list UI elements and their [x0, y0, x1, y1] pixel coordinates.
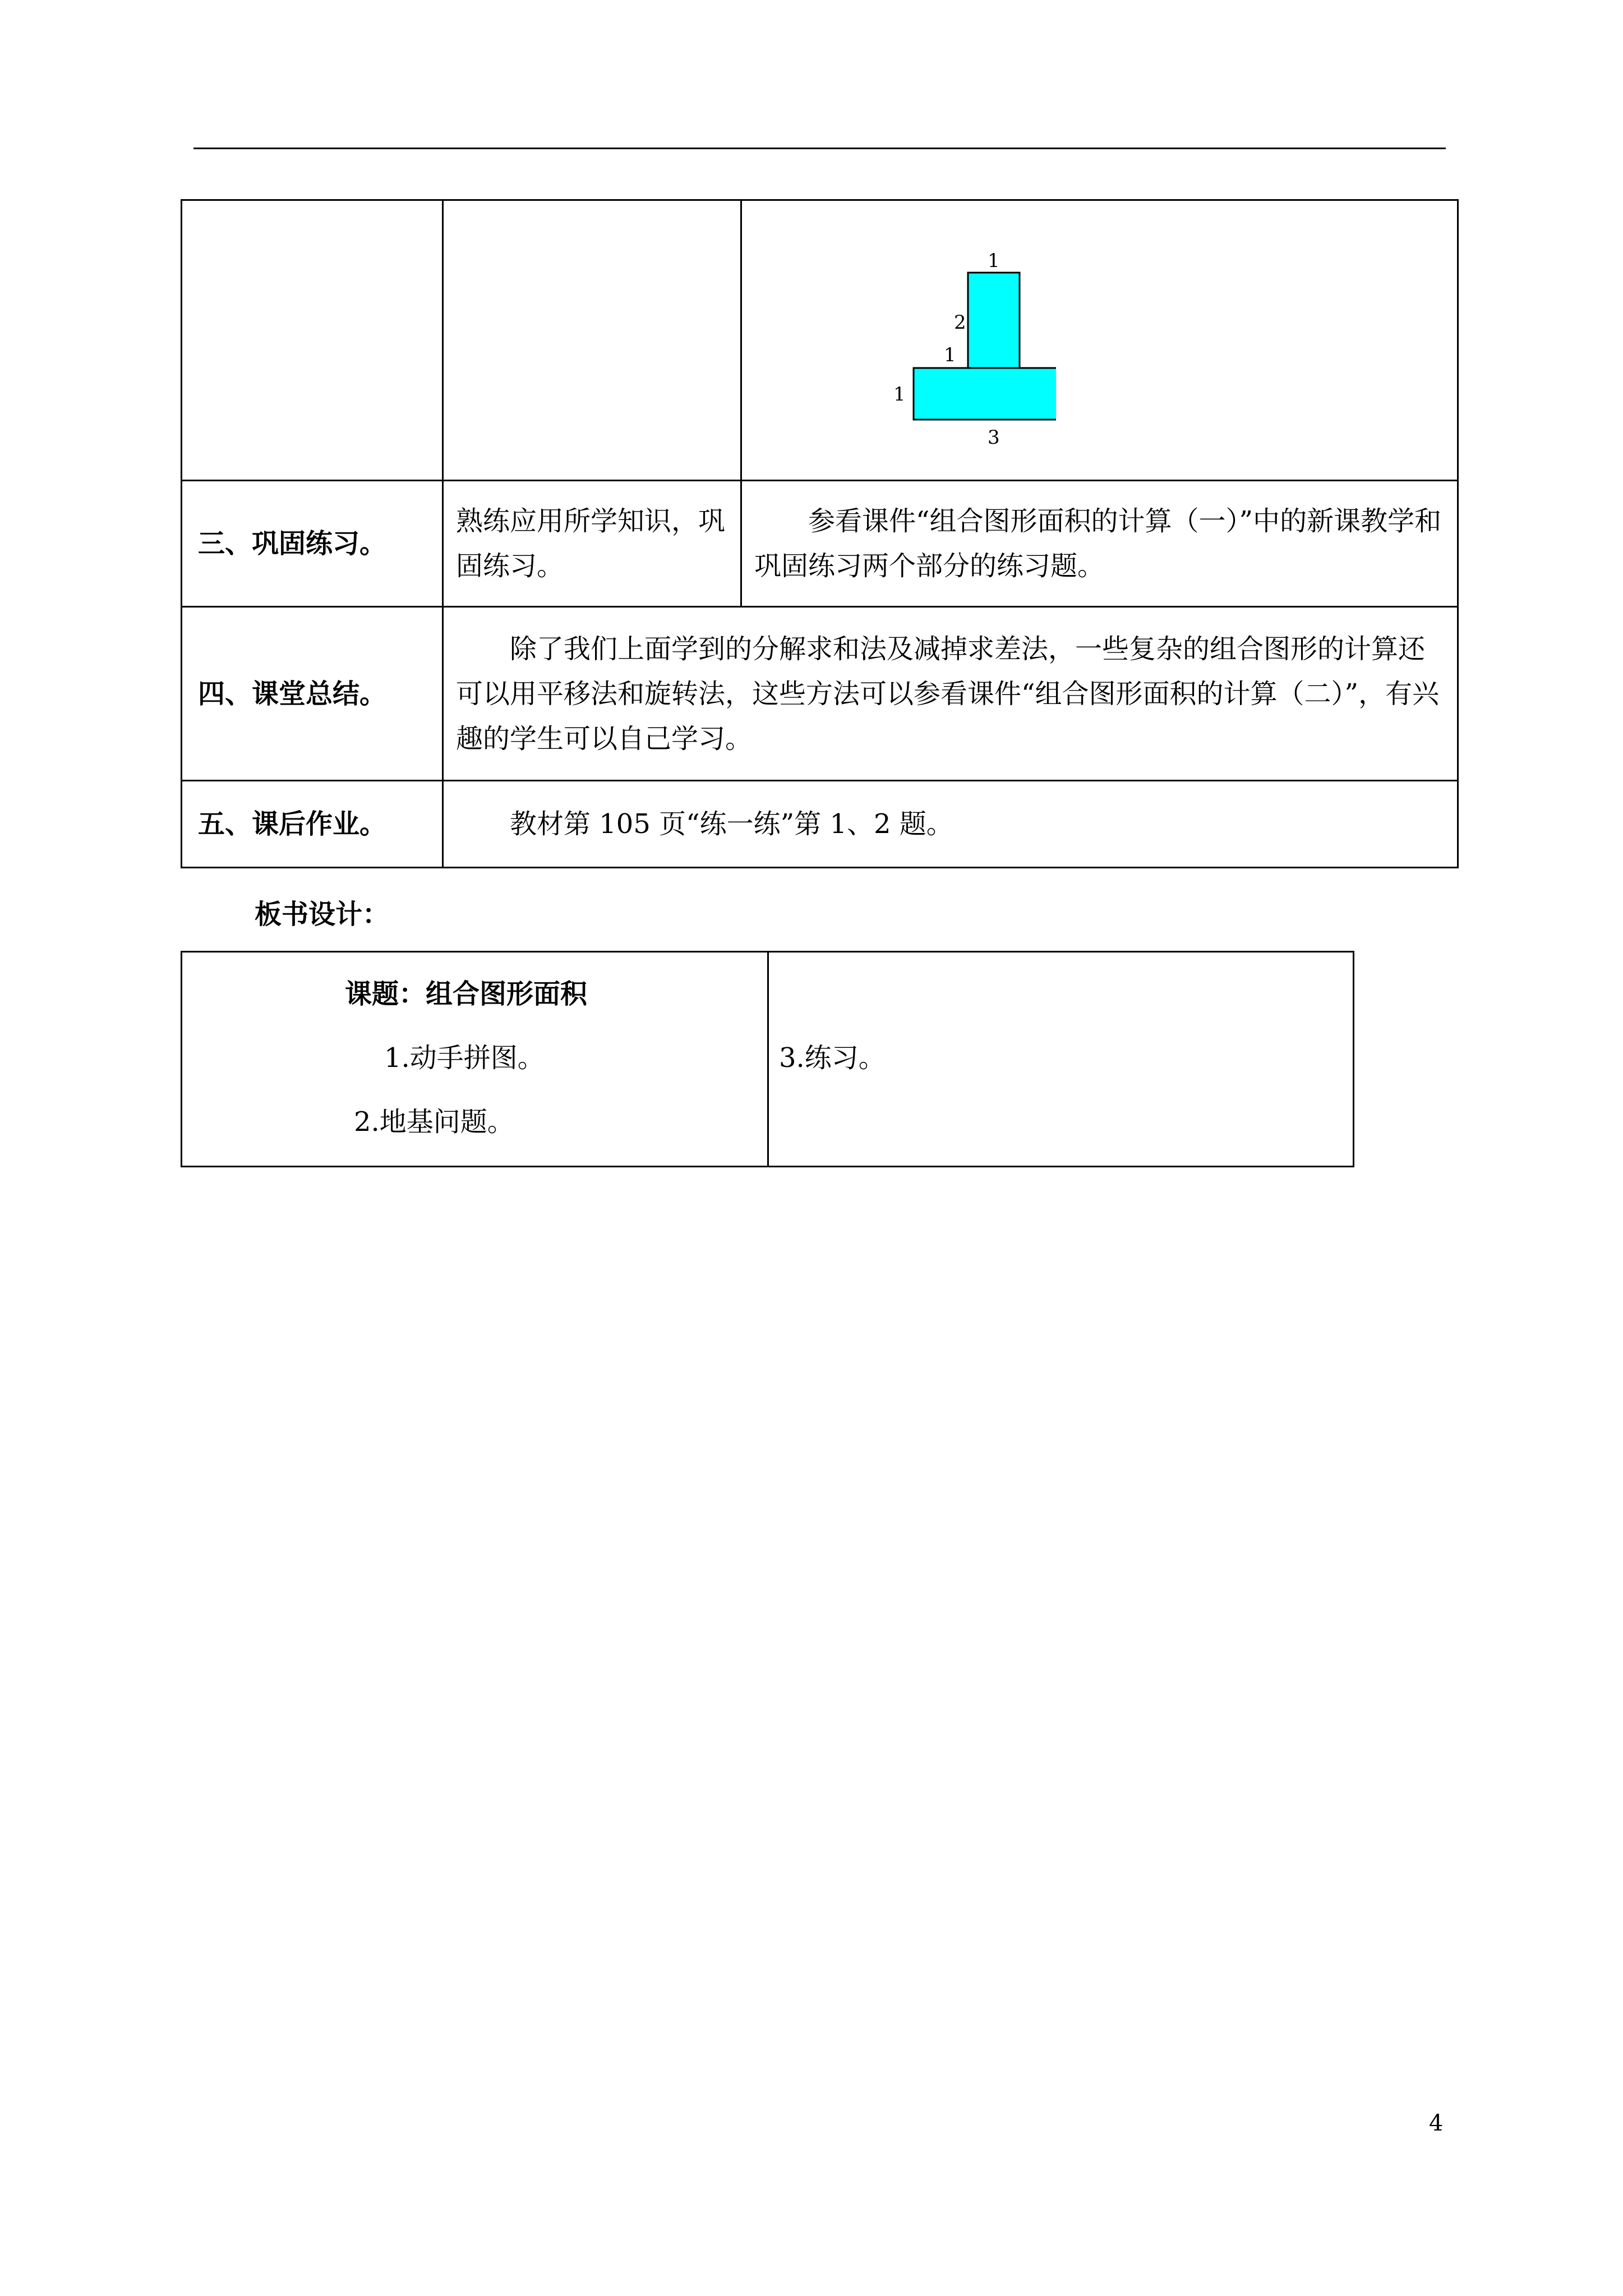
stage-cell: 三、巩固练习。	[182, 481, 443, 607]
table-row	[182, 781, 1458, 868]
table-row	[182, 481, 1458, 607]
stage-cell: 四、课堂总结。	[182, 607, 443, 781]
activity-cell: 参看课件“组合图形面积的计算（一）”中的新课教学和巩固练习两个部分的练习题。	[741, 481, 1458, 607]
lower-rectangle	[914, 368, 1056, 420]
table-row	[182, 200, 1458, 481]
board-item: 2.地基问题。	[354, 1106, 514, 1138]
label-bottom-width: 3	[988, 426, 1000, 447]
composite-shape-diagram	[809, 222, 1056, 447]
page-number: 4	[1429, 2110, 1444, 2136]
board-heading: 课题：组合图形面积	[345, 978, 588, 1010]
goal-cell: 熟练应用所学知识，巩固练习。	[443, 481, 741, 607]
header-rule	[193, 148, 1446, 149]
figure-cell	[741, 200, 1458, 481]
homework-cell: 教材第 105 页“练一练”第 1、2 题。	[443, 781, 1458, 868]
label-bottom-height: 1	[893, 383, 906, 406]
board-item: 1.动手拼图。	[384, 1042, 545, 1074]
board-right-cell	[768, 952, 1354, 1167]
board-design-table	[181, 951, 1354, 1167]
board-design-title: 板书设计：	[255, 899, 390, 930]
label-top-height: 2	[954, 311, 966, 334]
table-row	[182, 607, 1458, 781]
label-top-width: 1	[988, 250, 1000, 272]
label-step: 1	[944, 344, 956, 366]
table-row	[182, 952, 1354, 1167]
summary-cell: 除了我们上面学到的分解求和法及减掉求差法，一些复杂的组合图形的计算还可以用平移法和旋转法，这些方法可以参看课件“组合图形面积的计算（二）”，有兴趣的学生可以自己学习。	[443, 607, 1458, 781]
upper-rectangle	[968, 273, 1020, 368]
empty-goal-cell	[443, 200, 741, 481]
board-item: 3.练习。	[779, 1042, 886, 1074]
empty-stage-cell	[182, 200, 443, 481]
lesson-table	[181, 199, 1459, 868]
stage-cell: 五、课后作业。	[182, 781, 443, 868]
board-left-cell	[182, 952, 768, 1167]
